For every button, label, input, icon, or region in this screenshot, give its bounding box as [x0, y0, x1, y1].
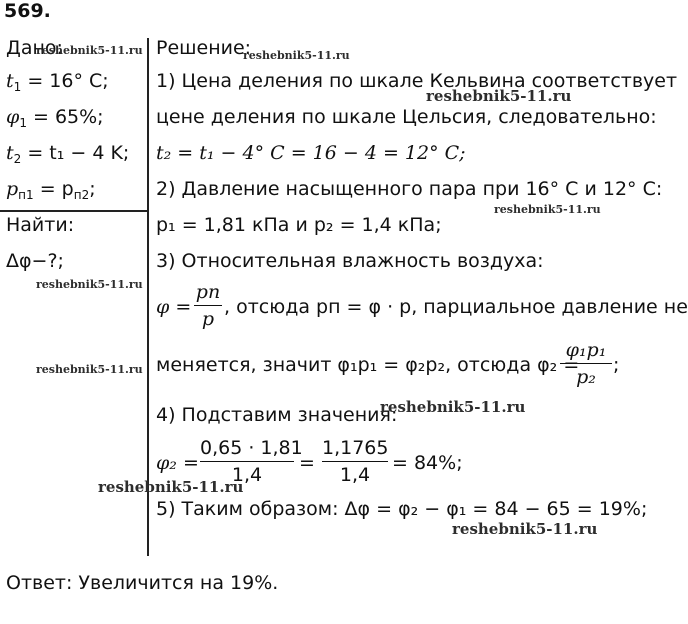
fraction-bar — [200, 461, 294, 462]
find-header: Найти: — [6, 214, 75, 236]
solution-header: Решение: — [156, 37, 252, 59]
given-line — [6, 178, 96, 200]
solution-formula: = 84%; — [392, 452, 463, 474]
fraction-bar — [560, 363, 612, 364]
given-symbol: φ — [6, 106, 20, 128]
fraction-numerator: 1,1765 — [322, 437, 389, 459]
fraction — [194, 281, 222, 330]
given-sub: п2 — [73, 188, 90, 202]
given-sub: 1 — [19, 116, 27, 130]
solution-line: 3) Относительная влажность воздуха: — [156, 250, 544, 272]
fraction-denominator: 1,4 — [339, 464, 371, 486]
given-sub: 1 — [13, 80, 22, 94]
watermark: reshebnik5-11.ru — [36, 363, 143, 376]
solution-line: 4) Подставим значения: — [156, 404, 398, 426]
given-value: = 65%; — [26, 106, 104, 128]
solution-line: 2) Давление насыщенного пара при 16° C и 12° C: — [156, 178, 663, 200]
find-value: Δφ−?; — [6, 250, 64, 272]
fraction — [560, 339, 612, 388]
solution-formula: φ₂ = — [156, 452, 199, 474]
watermark: reshebnik5-11.ru — [36, 278, 143, 291]
given-symbol: t — [6, 142, 14, 164]
fraction-denominator: p₂ — [576, 366, 596, 388]
problem-number: 569. — [4, 0, 51, 22]
watermark: reshebnik5-11.ru — [36, 44, 143, 57]
solution-formula: p₁ = 1,81 кПа и p₂ = 1,4 кПа; — [156, 214, 442, 236]
given-value: = p — [33, 178, 74, 200]
given-value: ; — [89, 178, 96, 200]
given-divider — [0, 210, 148, 212]
given-value: = t₁ − 4 K; — [21, 142, 130, 164]
solution-formula: t₂ = t₁ − 4° C = 16 − 4 = 12° C; — [156, 142, 466, 164]
fraction — [322, 437, 388, 486]
fraction-denominator: 1,4 — [231, 464, 263, 486]
watermark: reshebnik5-11.ru — [426, 87, 572, 105]
given-header: Дано: — [6, 37, 63, 59]
solution-formula: ; — [613, 354, 620, 376]
fraction-numerator: 0,65 · 1,81 — [200, 437, 303, 459]
given-symbol: t — [6, 70, 14, 92]
solution-formula: = — [299, 452, 315, 474]
given-symbol: p — [6, 178, 19, 200]
watermark: reshebnik5-11.ru — [494, 203, 601, 216]
watermark: reshebnik5-11.ru — [380, 398, 526, 416]
fraction-denominator: p — [201, 308, 215, 330]
solution-formula: φ = — [156, 296, 192, 318]
fraction-numerator: pп — [195, 281, 221, 303]
fraction-numerator: φ₁p₁ — [565, 339, 607, 361]
watermark: reshebnik5-11.ru — [243, 49, 350, 62]
solution-line: 1) Цена деления по шкале Кельвина соответствует — [156, 70, 678, 92]
given-sub: 2 — [13, 152, 22, 166]
solution-line: цене деления по шкале Цельсия, следовательно: — [156, 106, 657, 128]
given-line — [6, 70, 109, 92]
given-line — [6, 142, 129, 164]
solution-line: 5) Таким образом: Δφ = φ₂ − φ₁ = 84 − 65 = 19%; — [156, 498, 648, 520]
fraction-bar — [194, 305, 222, 306]
given-line — [6, 106, 104, 128]
solution-formula: меняется, значит φ₁p₁ = φ₂p₂, отсюда φ₂ = — [156, 354, 580, 376]
watermark: reshebnik5-11.ru — [452, 520, 598, 538]
given-value: = 16° C; — [21, 70, 109, 92]
answer: Ответ: Увеличится на 19%. — [6, 572, 279, 594]
fraction-bar — [322, 461, 388, 462]
watermark: reshebnik5-11.ru — [98, 478, 244, 496]
solution-formula: , отсюда pп = φ · p, парциальное давление не — [224, 296, 688, 318]
given-sub: п1 — [18, 188, 34, 202]
